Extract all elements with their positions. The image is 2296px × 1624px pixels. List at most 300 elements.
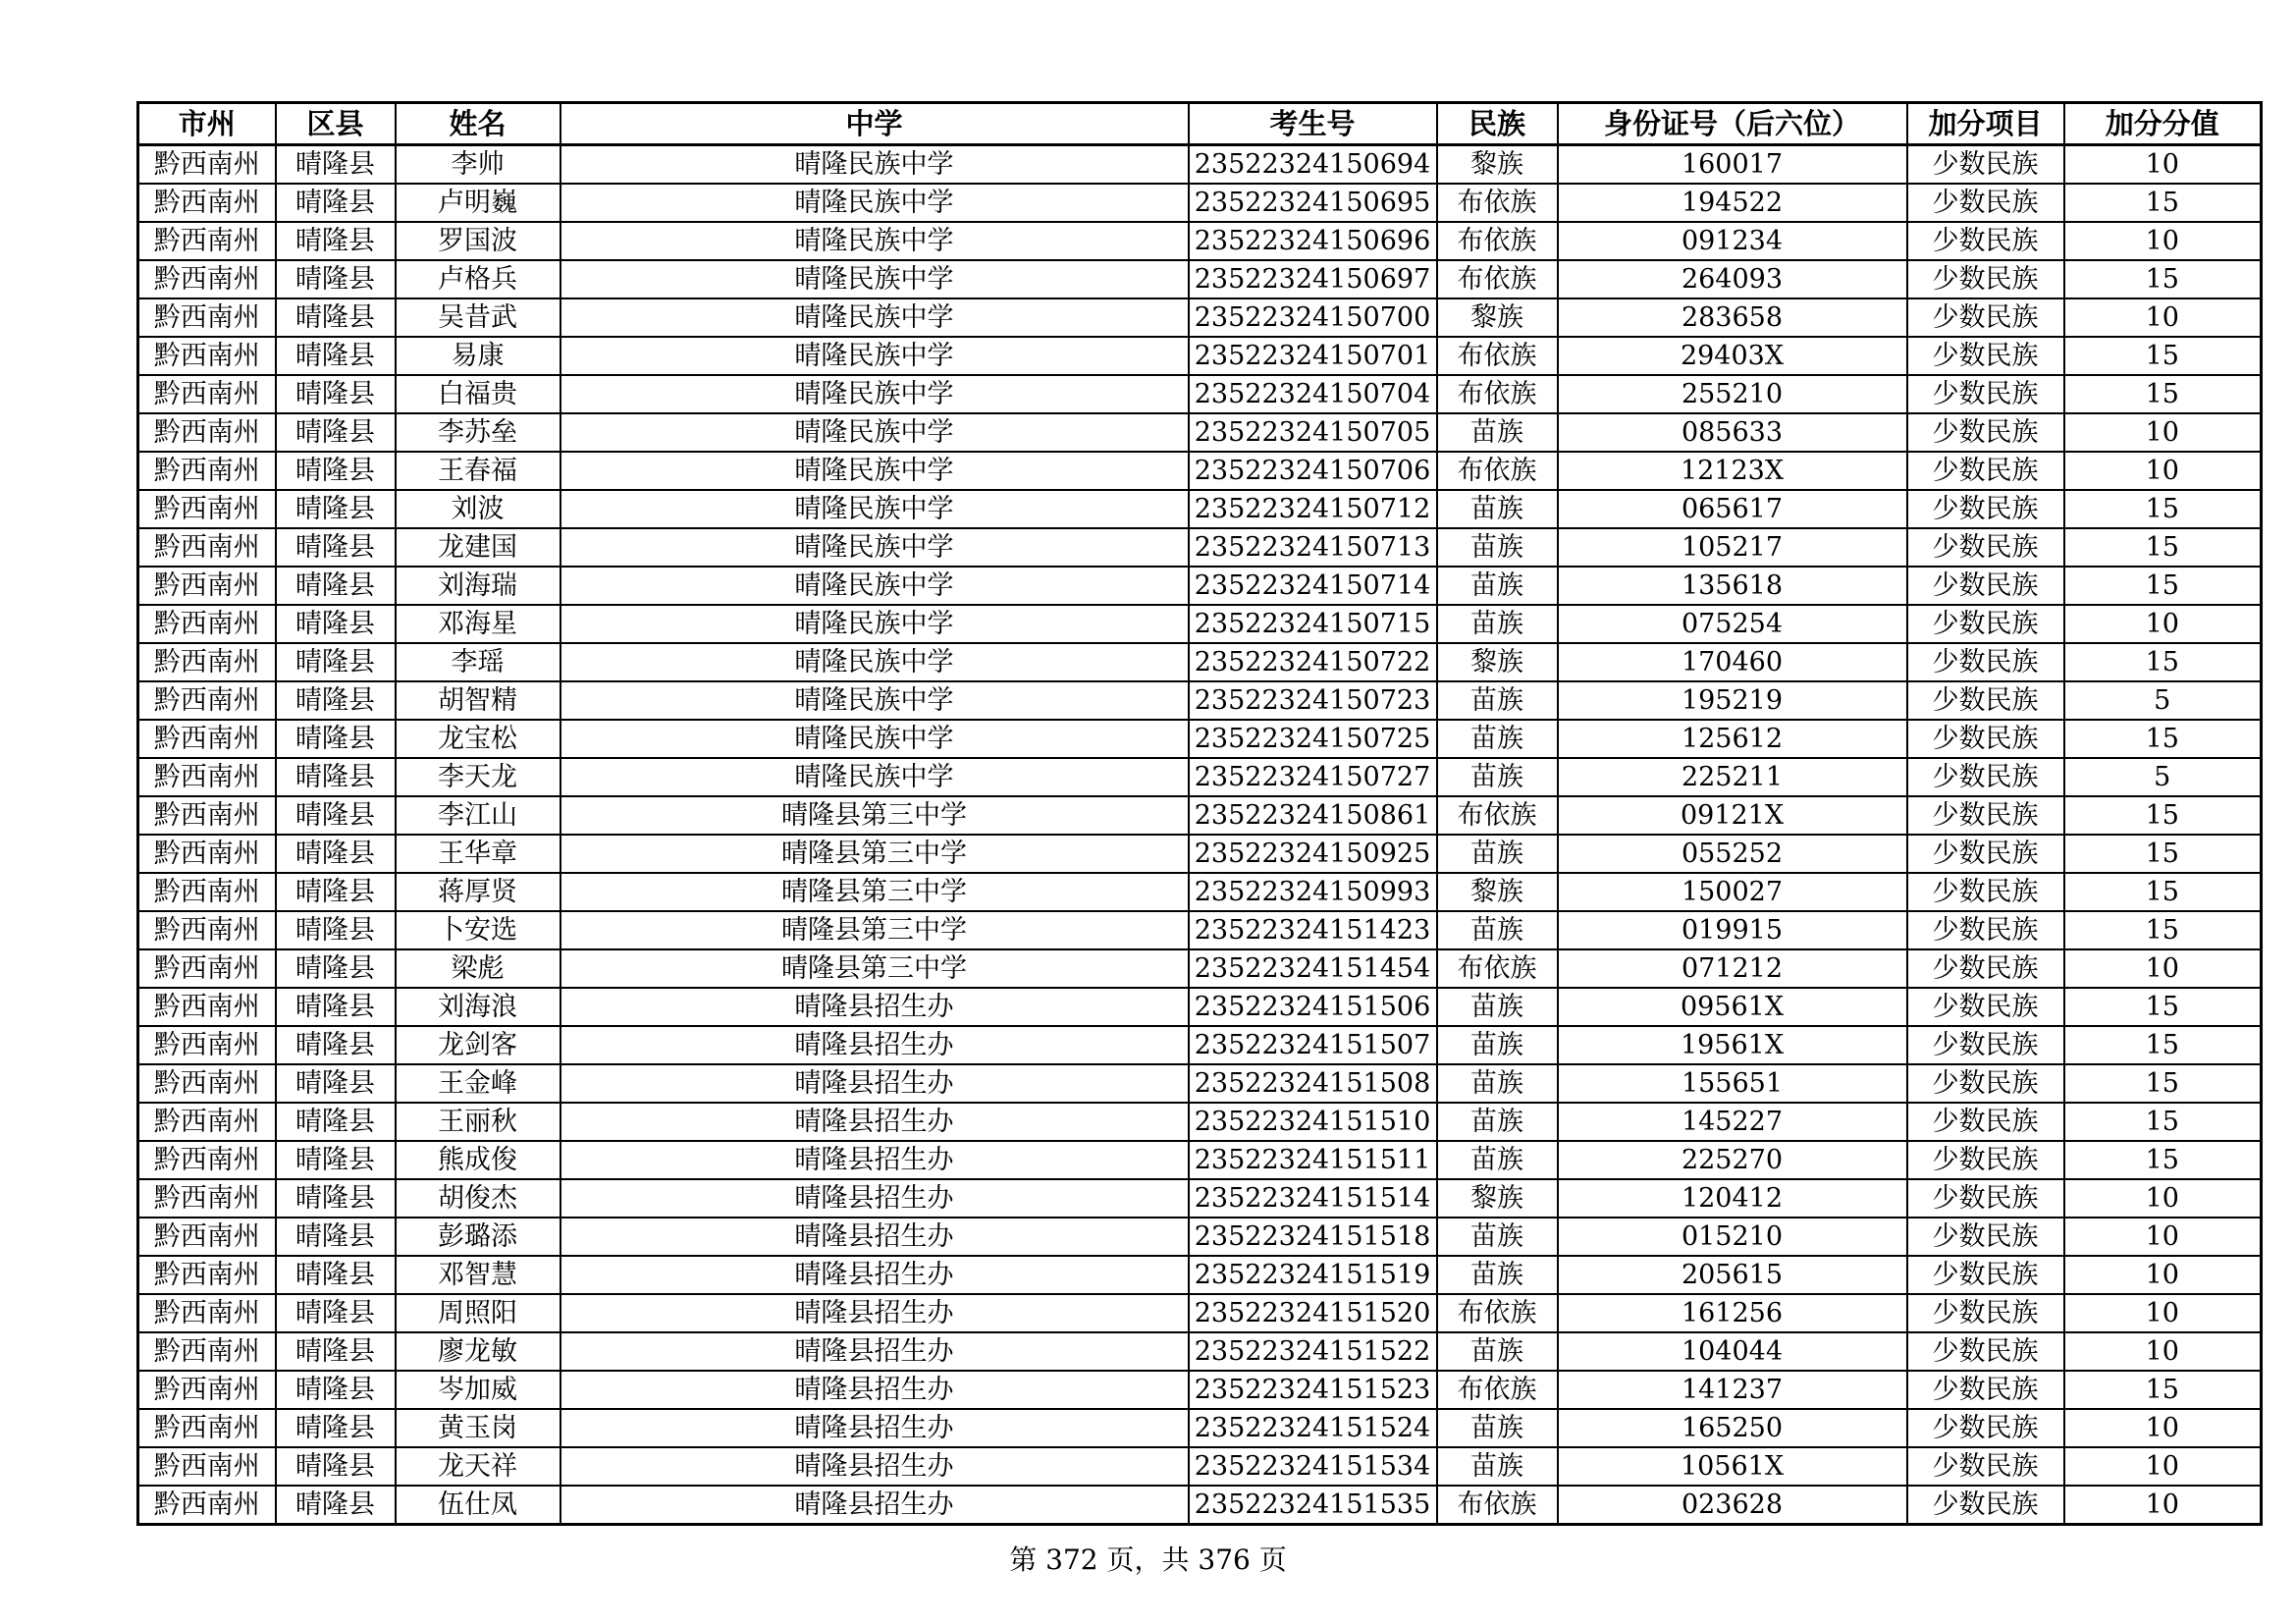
cell-city: 黔西南州: [138, 1218, 276, 1256]
page-number: 第 372 页，共 376 页: [1009, 1543, 1287, 1576]
cell-school: 晴隆民族中学: [561, 490, 1189, 528]
cell-county: 晴隆县: [276, 1256, 396, 1294]
cell-exam-number: 23522324150696: [1189, 222, 1437, 260]
cell-bonus-value: 15: [2064, 1141, 2262, 1179]
cell-bonus-value: 15: [2064, 375, 2262, 413]
cell-bonus-item: 少数民族: [1907, 1486, 2064, 1525]
cell-id-last-six: 205615: [1558, 1256, 1907, 1294]
cell-school: 晴隆县招生办: [561, 1294, 1189, 1332]
cell-school: 晴隆县招生办: [561, 1141, 1189, 1179]
header-school: 中学: [561, 103, 1189, 145]
cell-city: 黔西南州: [138, 835, 276, 873]
table-row: [138, 1256, 2262, 1294]
cell-county: 晴隆县: [276, 1103, 396, 1141]
cell-exam-number: 23522324150700: [1189, 298, 1437, 337]
cell-school: 晴隆民族中学: [561, 337, 1189, 375]
cell-exam-number: 23522324150725: [1189, 720, 1437, 758]
table-row: [138, 1371, 2262, 1409]
table-row: [138, 1141, 2262, 1179]
cell-id-last-six: 150027: [1558, 873, 1907, 911]
cell-ethnicity: 布依族: [1437, 222, 1558, 260]
cell-id-last-six: 29403X: [1558, 337, 1907, 375]
cell-city: 黔西南州: [138, 528, 276, 567]
cell-bonus-item: 少数民族: [1907, 1141, 2064, 1179]
cell-bonus-item: 少数民族: [1907, 1447, 2064, 1486]
cell-bonus-item: 少数民族: [1907, 145, 2064, 185]
cell-id-last-six: 09561X: [1558, 988, 1907, 1026]
cell-exam-number: 23522324151523: [1189, 1371, 1437, 1409]
cell-id-last-six: 141237: [1558, 1371, 1907, 1409]
cell-id-last-six: 125612: [1558, 720, 1907, 758]
cell-school: 晴隆县招生办: [561, 1332, 1189, 1371]
cell-name: 李江山: [396, 796, 561, 835]
header-exam-number: 考生号: [1189, 103, 1437, 145]
cell-ethnicity: 苗族: [1437, 413, 1558, 452]
cell-exam-number: 23522324151519: [1189, 1256, 1437, 1294]
cell-name: 伍仕凤: [396, 1486, 561, 1525]
cell-exam-number: 23522324150715: [1189, 605, 1437, 643]
cell-name: 龙建国: [396, 528, 561, 567]
cell-school: 晴隆民族中学: [561, 413, 1189, 452]
cell-exam-number: 23522324151520: [1189, 1294, 1437, 1332]
cell-name: 龙剑客: [396, 1026, 561, 1064]
cell-id-last-six: 264093: [1558, 260, 1907, 298]
cell-county: 晴隆县: [276, 681, 396, 720]
cell-exam-number: 23522324150993: [1189, 873, 1437, 911]
cell-ethnicity: 布依族: [1437, 1294, 1558, 1332]
cell-name: 罗国波: [396, 222, 561, 260]
cell-bonus-value: 15: [2064, 911, 2262, 949]
cell-bonus-value: 15: [2064, 835, 2262, 873]
cell-exam-number: 23522324151524: [1189, 1409, 1437, 1447]
cell-exam-number: 23522324151511: [1189, 1141, 1437, 1179]
cell-name: 李帅: [396, 145, 561, 185]
table-row: [138, 796, 2262, 835]
cell-name: 廖龙敏: [396, 1332, 561, 1371]
cell-ethnicity: 苗族: [1437, 911, 1558, 949]
cell-id-last-six: 145227: [1558, 1103, 1907, 1141]
cell-ethnicity: 布依族: [1437, 1486, 1558, 1525]
table-row: [138, 1486, 2262, 1525]
cell-bonus-value: 15: [2064, 796, 2262, 835]
cell-exam-number: 23522324150925: [1189, 835, 1437, 873]
cell-bonus-item: 少数民族: [1907, 1179, 2064, 1218]
cell-county: 晴隆县: [276, 452, 396, 490]
cell-school: 晴隆县招生办: [561, 1179, 1189, 1218]
table-row: [138, 1409, 2262, 1447]
cell-bonus-item: 少数民族: [1907, 911, 2064, 949]
cell-id-last-six: 065617: [1558, 490, 1907, 528]
cell-school: 晴隆民族中学: [561, 222, 1189, 260]
header-bonus-item: 加分项目: [1907, 103, 2064, 145]
cell-city: 黔西南州: [138, 413, 276, 452]
cell-id-last-six: 155651: [1558, 1064, 1907, 1103]
cell-name: 龙天祥: [396, 1447, 561, 1486]
cell-county: 晴隆县: [276, 375, 396, 413]
cell-city: 黔西南州: [138, 452, 276, 490]
cell-ethnicity: 黎族: [1437, 298, 1558, 337]
cell-bonus-item: 少数民族: [1907, 528, 2064, 567]
cell-ethnicity: 黎族: [1437, 643, 1558, 681]
cell-exam-number: 23522324150713: [1189, 528, 1437, 567]
table-row: [138, 681, 2262, 720]
cell-county: 晴隆县: [276, 1141, 396, 1179]
cell-id-last-six: 055252: [1558, 835, 1907, 873]
cell-id-last-six: 09121X: [1558, 796, 1907, 835]
cell-city: 黔西南州: [138, 758, 276, 796]
cell-city: 黔西南州: [138, 911, 276, 949]
cell-city: 黔西南州: [138, 720, 276, 758]
cell-city: 黔西南州: [138, 643, 276, 681]
cell-exam-number: 23522324151454: [1189, 949, 1437, 988]
cell-id-last-six: 12123X: [1558, 452, 1907, 490]
cell-city: 黔西南州: [138, 873, 276, 911]
cell-exam-number: 23522324151508: [1189, 1064, 1437, 1103]
cell-name: 黄玉岗: [396, 1409, 561, 1447]
cell-city: 黔西南州: [138, 1064, 276, 1103]
cell-bonus-value: 5: [2064, 758, 2262, 796]
cell-city: 黔西南州: [138, 337, 276, 375]
cell-school: 晴隆民族中学: [561, 260, 1189, 298]
cell-bonus-item: 少数民族: [1907, 835, 2064, 873]
cell-name: 周照阳: [396, 1294, 561, 1332]
cell-bonus-value: 15: [2064, 567, 2262, 605]
cell-exam-number: 23522324151514: [1189, 1179, 1437, 1218]
cell-name: 刘波: [396, 490, 561, 528]
cell-ethnicity: 苗族: [1437, 1141, 1558, 1179]
cell-exam-number: 23522324151507: [1189, 1026, 1437, 1064]
cell-bonus-value: 5: [2064, 681, 2262, 720]
cell-school: 晴隆县第三中学: [561, 835, 1189, 873]
cell-id-last-six: 075254: [1558, 605, 1907, 643]
bonus-points-table: [136, 101, 2263, 1526]
cell-bonus-value: 15: [2064, 873, 2262, 911]
table-header-row: [138, 103, 2262, 145]
cell-exam-number: 23522324150697: [1189, 260, 1437, 298]
cell-school: 晴隆县招生办: [561, 1447, 1189, 1486]
cell-city: 黔西南州: [138, 605, 276, 643]
cell-id-last-six: 170460: [1558, 643, 1907, 681]
cell-id-last-six: 160017: [1558, 145, 1907, 185]
cell-bonus-item: 少数民族: [1907, 681, 2064, 720]
cell-exam-number: 23522324151510: [1189, 1103, 1437, 1141]
cell-exam-number: 23522324150723: [1189, 681, 1437, 720]
cell-bonus-item: 少数民族: [1907, 1103, 2064, 1141]
cell-school: 晴隆县招生办: [561, 1371, 1189, 1409]
cell-ethnicity: 布依族: [1437, 949, 1558, 988]
cell-city: 黔西南州: [138, 567, 276, 605]
cell-school: 晴隆民族中学: [561, 758, 1189, 796]
cell-bonus-value: 10: [2064, 222, 2262, 260]
cell-city: 黔西南州: [138, 1409, 276, 1447]
cell-name: 王丽秋: [396, 1103, 561, 1141]
cell-name: 李苏垒: [396, 413, 561, 452]
cell-name: 王春福: [396, 452, 561, 490]
cell-name: 蒋厚贤: [396, 873, 561, 911]
header-county: 区县: [276, 103, 396, 145]
table-row: [138, 145, 2262, 185]
cell-county: 晴隆县: [276, 1026, 396, 1064]
cell-county: 晴隆县: [276, 988, 396, 1026]
table-row: [138, 184, 2262, 222]
cell-county: 晴隆县: [276, 222, 396, 260]
cell-exam-number: 23522324151518: [1189, 1218, 1437, 1256]
cell-name: 彭璐添: [396, 1218, 561, 1256]
table-row: [138, 1294, 2262, 1332]
table-row: [138, 988, 2262, 1026]
cell-bonus-item: 少数民族: [1907, 758, 2064, 796]
cell-name: 岑加威: [396, 1371, 561, 1409]
cell-ethnicity: 苗族: [1437, 605, 1558, 643]
cell-name: 龙宝松: [396, 720, 561, 758]
cell-county: 晴隆县: [276, 758, 396, 796]
cell-bonus-value: 10: [2064, 1218, 2262, 1256]
cell-county: 晴隆县: [276, 720, 396, 758]
cell-bonus-value: 10: [2064, 1409, 2262, 1447]
table-row: [138, 452, 2262, 490]
cell-city: 黔西南州: [138, 1103, 276, 1141]
cell-county: 晴隆县: [276, 490, 396, 528]
cell-school: 晴隆县第三中学: [561, 796, 1189, 835]
cell-bonus-value: 10: [2064, 145, 2262, 185]
cell-school: 晴隆县招生办: [561, 1026, 1189, 1064]
cell-city: 黔西南州: [138, 184, 276, 222]
cell-id-last-six: 091234: [1558, 222, 1907, 260]
cell-id-last-six: 283658: [1558, 298, 1907, 337]
cell-exam-number: 23522324150712: [1189, 490, 1437, 528]
cell-bonus-item: 少数民族: [1907, 490, 2064, 528]
cell-city: 黔西南州: [138, 1141, 276, 1179]
cell-exam-number: 23522324150695: [1189, 184, 1437, 222]
cell-city: 黔西南州: [138, 681, 276, 720]
cell-school: 晴隆县第三中学: [561, 949, 1189, 988]
cell-city: 黔西南州: [138, 260, 276, 298]
cell-bonus-item: 少数民族: [1907, 796, 2064, 835]
cell-school: 晴隆县招生办: [561, 1218, 1189, 1256]
table-row: [138, 567, 2262, 605]
cell-bonus-item: 少数民族: [1907, 1218, 2064, 1256]
cell-school: 晴隆县第三中学: [561, 873, 1189, 911]
cell-school: 晴隆民族中学: [561, 605, 1189, 643]
cell-county: 晴隆县: [276, 528, 396, 567]
header-id-last-six: 身份证号（后六位）: [1558, 103, 1907, 145]
cell-school: 晴隆民族中学: [561, 528, 1189, 567]
cell-city: 黔西南州: [138, 1026, 276, 1064]
cell-bonus-item: 少数民族: [1907, 413, 2064, 452]
cell-name: 李天龙: [396, 758, 561, 796]
cell-bonus-value: 15: [2064, 1371, 2262, 1409]
table-row: [138, 720, 2262, 758]
cell-ethnicity: 苗族: [1437, 1332, 1558, 1371]
cell-city: 黔西南州: [138, 796, 276, 835]
table-row: [138, 605, 2262, 643]
cell-bonus-value: 15: [2064, 988, 2262, 1026]
table-row: [138, 260, 2262, 298]
cell-city: 黔西南州: [138, 1179, 276, 1218]
cell-ethnicity: 黎族: [1437, 1179, 1558, 1218]
cell-name: 王金峰: [396, 1064, 561, 1103]
cell-county: 晴隆县: [276, 337, 396, 375]
cell-exam-number: 23522324151423: [1189, 911, 1437, 949]
cell-county: 晴隆县: [276, 1179, 396, 1218]
table-row: [138, 1026, 2262, 1064]
cell-city: 黔西南州: [138, 1332, 276, 1371]
cell-bonus-value: 10: [2064, 949, 2262, 988]
cell-city: 黔西南州: [138, 1371, 276, 1409]
table-row: [138, 949, 2262, 988]
cell-exam-number: 23522324150727: [1189, 758, 1437, 796]
cell-ethnicity: 苗族: [1437, 1256, 1558, 1294]
cell-bonus-item: 少数民族: [1907, 260, 2064, 298]
cell-name: 白福贵: [396, 375, 561, 413]
cell-county: 晴隆县: [276, 1447, 396, 1486]
cell-ethnicity: 苗族: [1437, 681, 1558, 720]
table-row: [138, 528, 2262, 567]
cell-bonus-value: 10: [2064, 605, 2262, 643]
cell-bonus-value: 10: [2064, 298, 2262, 337]
cell-bonus-item: 少数民族: [1907, 1294, 2064, 1332]
cell-city: 黔西南州: [138, 949, 276, 988]
cell-school: 晴隆民族中学: [561, 375, 1189, 413]
cell-bonus-value: 10: [2064, 1179, 2262, 1218]
cell-exam-number: 23522324151506: [1189, 988, 1437, 1026]
cell-city: 黔西南州: [138, 1294, 276, 1332]
cell-ethnicity: 苗族: [1437, 1026, 1558, 1064]
cell-ethnicity: 布依族: [1437, 796, 1558, 835]
cell-bonus-value: 15: [2064, 1026, 2262, 1064]
cell-bonus-item: 少数民族: [1907, 298, 2064, 337]
cell-exam-number: 23522324150704: [1189, 375, 1437, 413]
cell-ethnicity: 苗族: [1437, 835, 1558, 873]
table-row: [138, 1103, 2262, 1141]
table-body: [138, 145, 2262, 1525]
cell-id-last-six: 104044: [1558, 1332, 1907, 1371]
cell-ethnicity: 苗族: [1437, 1103, 1558, 1141]
cell-bonus-item: 少数民族: [1907, 452, 2064, 490]
cell-bonus-item: 少数民族: [1907, 1256, 2064, 1294]
cell-bonus-item: 少数民族: [1907, 643, 2064, 681]
cell-exam-number: 23522324150706: [1189, 452, 1437, 490]
cell-name: 易康: [396, 337, 561, 375]
header-ethnicity: 民族: [1437, 103, 1558, 145]
cell-name: 吴昔武: [396, 298, 561, 337]
table-row: [138, 643, 2262, 681]
cell-city: 黔西南州: [138, 375, 276, 413]
cell-id-last-six: 105217: [1558, 528, 1907, 567]
cell-city: 黔西南州: [138, 298, 276, 337]
cell-id-last-six: 085633: [1558, 413, 1907, 452]
cell-county: 晴隆县: [276, 413, 396, 452]
cell-bonus-value: 15: [2064, 1103, 2262, 1141]
cell-bonus-value: 15: [2064, 1064, 2262, 1103]
table-row: [138, 413, 2262, 452]
cell-id-last-six: 255210: [1558, 375, 1907, 413]
cell-ethnicity: 布依族: [1437, 184, 1558, 222]
cell-bonus-value: 10: [2064, 1332, 2262, 1371]
cell-city: 黔西南州: [138, 1486, 276, 1525]
cell-ethnicity: 黎族: [1437, 145, 1558, 185]
cell-school: 晴隆县招生办: [561, 1103, 1189, 1141]
cell-bonus-item: 少数民族: [1907, 1409, 2064, 1447]
cell-bonus-item: 少数民族: [1907, 1371, 2064, 1409]
cell-ethnicity: 布依族: [1437, 1371, 1558, 1409]
cell-id-last-six: 019915: [1558, 911, 1907, 949]
cell-school: 晴隆县招生办: [561, 988, 1189, 1026]
cell-city: 黔西南州: [138, 222, 276, 260]
cell-county: 晴隆县: [276, 949, 396, 988]
cell-school: 晴隆民族中学: [561, 643, 1189, 681]
cell-county: 晴隆县: [276, 911, 396, 949]
cell-city: 黔西南州: [138, 1256, 276, 1294]
cell-id-last-six: 194522: [1558, 184, 1907, 222]
cell-bonus-value: 10: [2064, 1447, 2262, 1486]
cell-exam-number: 23522324151534: [1189, 1447, 1437, 1486]
cell-bonus-value: 10: [2064, 413, 2262, 452]
cell-school: 晴隆民族中学: [561, 720, 1189, 758]
cell-county: 晴隆县: [276, 835, 396, 873]
table-row: [138, 490, 2262, 528]
cell-county: 晴隆县: [276, 796, 396, 835]
table-row: [138, 835, 2262, 873]
cell-ethnicity: 布依族: [1437, 375, 1558, 413]
cell-bonus-item: 少数民族: [1907, 337, 2064, 375]
cell-county: 晴隆县: [276, 643, 396, 681]
cell-bonus-value: 10: [2064, 1486, 2262, 1525]
table-row: [138, 911, 2262, 949]
cell-county: 晴隆县: [276, 260, 396, 298]
cell-id-last-six: 135618: [1558, 567, 1907, 605]
cell-ethnicity: 苗族: [1437, 490, 1558, 528]
cell-bonus-item: 少数民族: [1907, 1332, 2064, 1371]
cell-county: 晴隆县: [276, 567, 396, 605]
cell-name: 王华章: [396, 835, 561, 873]
table-row: [138, 1064, 2262, 1103]
cell-bonus-value: 15: [2064, 720, 2262, 758]
cell-exam-number: 23522324151522: [1189, 1332, 1437, 1371]
table-row: [138, 375, 2262, 413]
cell-school: 晴隆县招生办: [561, 1256, 1189, 1294]
cell-exam-number: 23522324150701: [1189, 337, 1437, 375]
cell-bonus-item: 少数民族: [1907, 222, 2064, 260]
cell-name: 邓海星: [396, 605, 561, 643]
cell-ethnicity: 布依族: [1437, 452, 1558, 490]
cell-county: 晴隆县: [276, 1332, 396, 1371]
table-row: [138, 298, 2262, 337]
cell-bonus-item: 少数民族: [1907, 873, 2064, 911]
table-row: [138, 758, 2262, 796]
cell-county: 晴隆县: [276, 184, 396, 222]
cell-school: 晴隆民族中学: [561, 184, 1189, 222]
cell-name: 梁彪: [396, 949, 561, 988]
header-city: 市州: [138, 103, 276, 145]
cell-bonus-item: 少数民族: [1907, 720, 2064, 758]
cell-id-last-six: 120412: [1558, 1179, 1907, 1218]
cell-school: 晴隆民族中学: [561, 145, 1189, 185]
cell-county: 晴隆县: [276, 145, 396, 185]
cell-county: 晴隆县: [276, 1218, 396, 1256]
cell-ethnicity: 苗族: [1437, 567, 1558, 605]
cell-bonus-value: 15: [2064, 337, 2262, 375]
table-row: [138, 1447, 2262, 1486]
cell-county: 晴隆县: [276, 1064, 396, 1103]
cell-city: 黔西南州: [138, 145, 276, 185]
cell-school: 晴隆县招生办: [561, 1486, 1189, 1525]
cell-school: 晴隆县招生办: [561, 1409, 1189, 1447]
cell-bonus-value: 15: [2064, 643, 2262, 681]
cell-bonus-value: 15: [2064, 184, 2262, 222]
cell-city: 黔西南州: [138, 1447, 276, 1486]
cell-name: 李瑶: [396, 643, 561, 681]
